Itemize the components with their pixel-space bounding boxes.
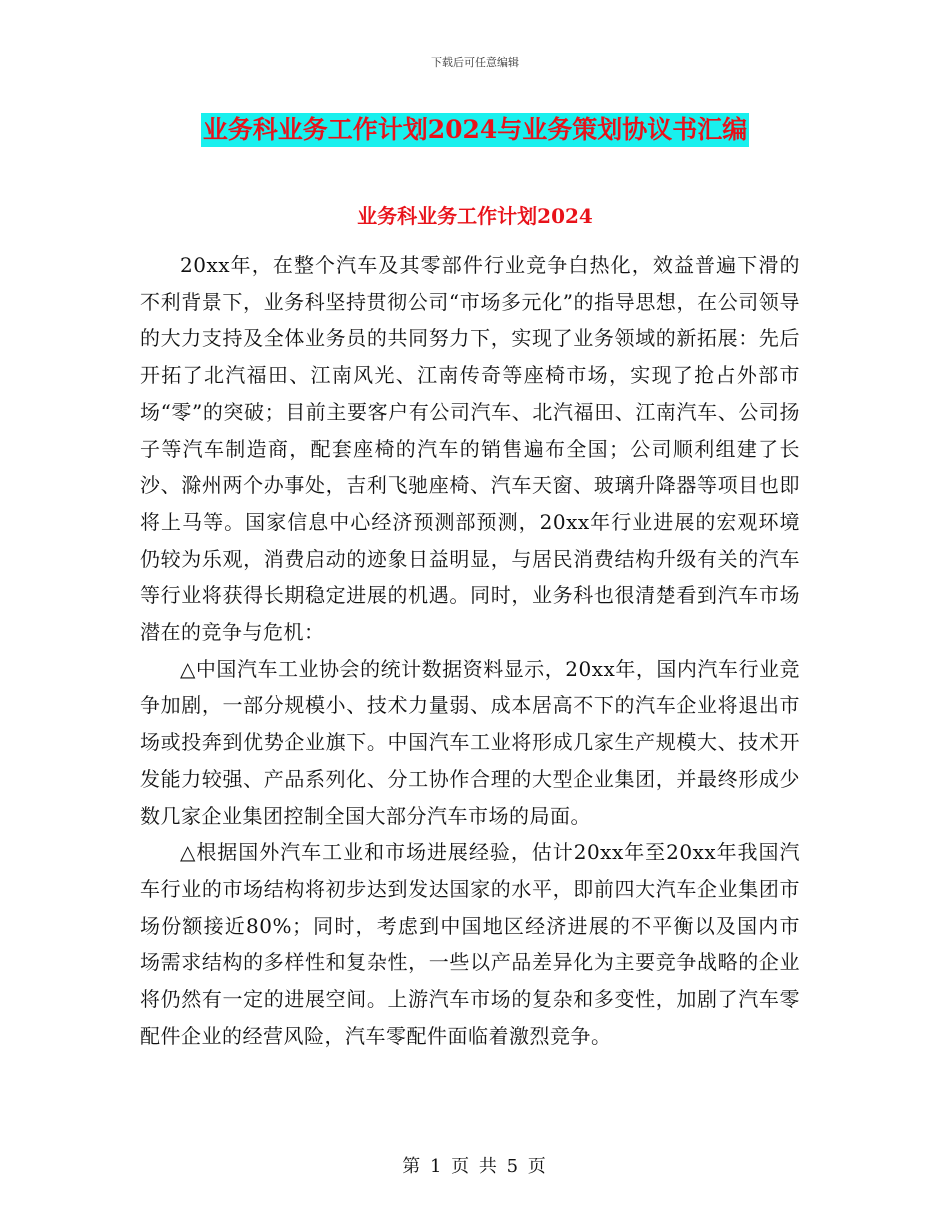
document-body <box>140 247 800 1054</box>
paragraph-market-forecast: △根据国外汽车工业和市场进展经验，估计20xx年至20xx年我国汽车行业的市场结构将初步达到发达国家的水平，即前四大汽车企业集团市场份额接近80%；同时，考虑到中国地区经济进展的不平衡以及国内市场需求结构的多样性和复杂性，一些以产品差异化为主要竞争战略的企业将仍然有一定的进展空间。上游汽车市场的复杂和多变性，加剧了汽车零配件企业的经营风险，汽车零配件面临着激烈竞争。 <box>140 840 800 1048</box>
section-title: 业务科业务工作计划2024 <box>357 204 593 228</box>
main-title: 业务科业务工作计划2024与业务策划协议书汇编 <box>201 113 750 147</box>
header-note: 下载后可任意编辑 <box>431 56 519 69</box>
page-indicator: 第 1 页 共 5 页 <box>402 1156 548 1177</box>
paragraph-intro: 20xx年，在整个汽车及其零部件行业竞争白热化，效益普遍下滑的不利背景下，业务科坚持贯彻公司“市场多元化”的指导思想，在公司领导的大力支持及全体业务员的共同努力下，实现了业务领域的新拓展：先后开拓了北汽福田、江南风光、江南传奇等座椅市场，实现了抢占外部市场“零”的突破；目前主要客户有公司汽车、北汽福田、江南汽车、公司扬子等汽车制造商，配套座椅的汽车的销售遍布全国；公司顺利组建了长沙、滁州两个办事处，吉利飞驰座椅、汽车天窗、玻璃升降器等项目也即将上马等。国家信息中心经济预测部预测，20xx年行业进展的宏观环境仍较为乐观，消费启动的迹象日益明显，与居民消费结构升级有关的汽车等行业将获得长期稳定进展的机遇。同时，业务科也很清楚看到汽车市场潜在的竞争与危机： <box>140 253 800 645</box>
paragraph-association-statistics: △中国汽车工业协会的统计数据资料显示，20xx年，国内汽车行业竞争加剧，一部分规模小、技术力量弱、成本居高不下的汽车企业将退出市场或投奔到优势企业旗下。中国汽车工业将形成几家生产规模大、技术开发能力较强、产品系列化、分工协作合理的大型企业集团，并最终形成少数几家企业集团控制全国大部分汽车市场的局面。 <box>140 656 800 828</box>
main-title-container <box>0 113 950 147</box>
